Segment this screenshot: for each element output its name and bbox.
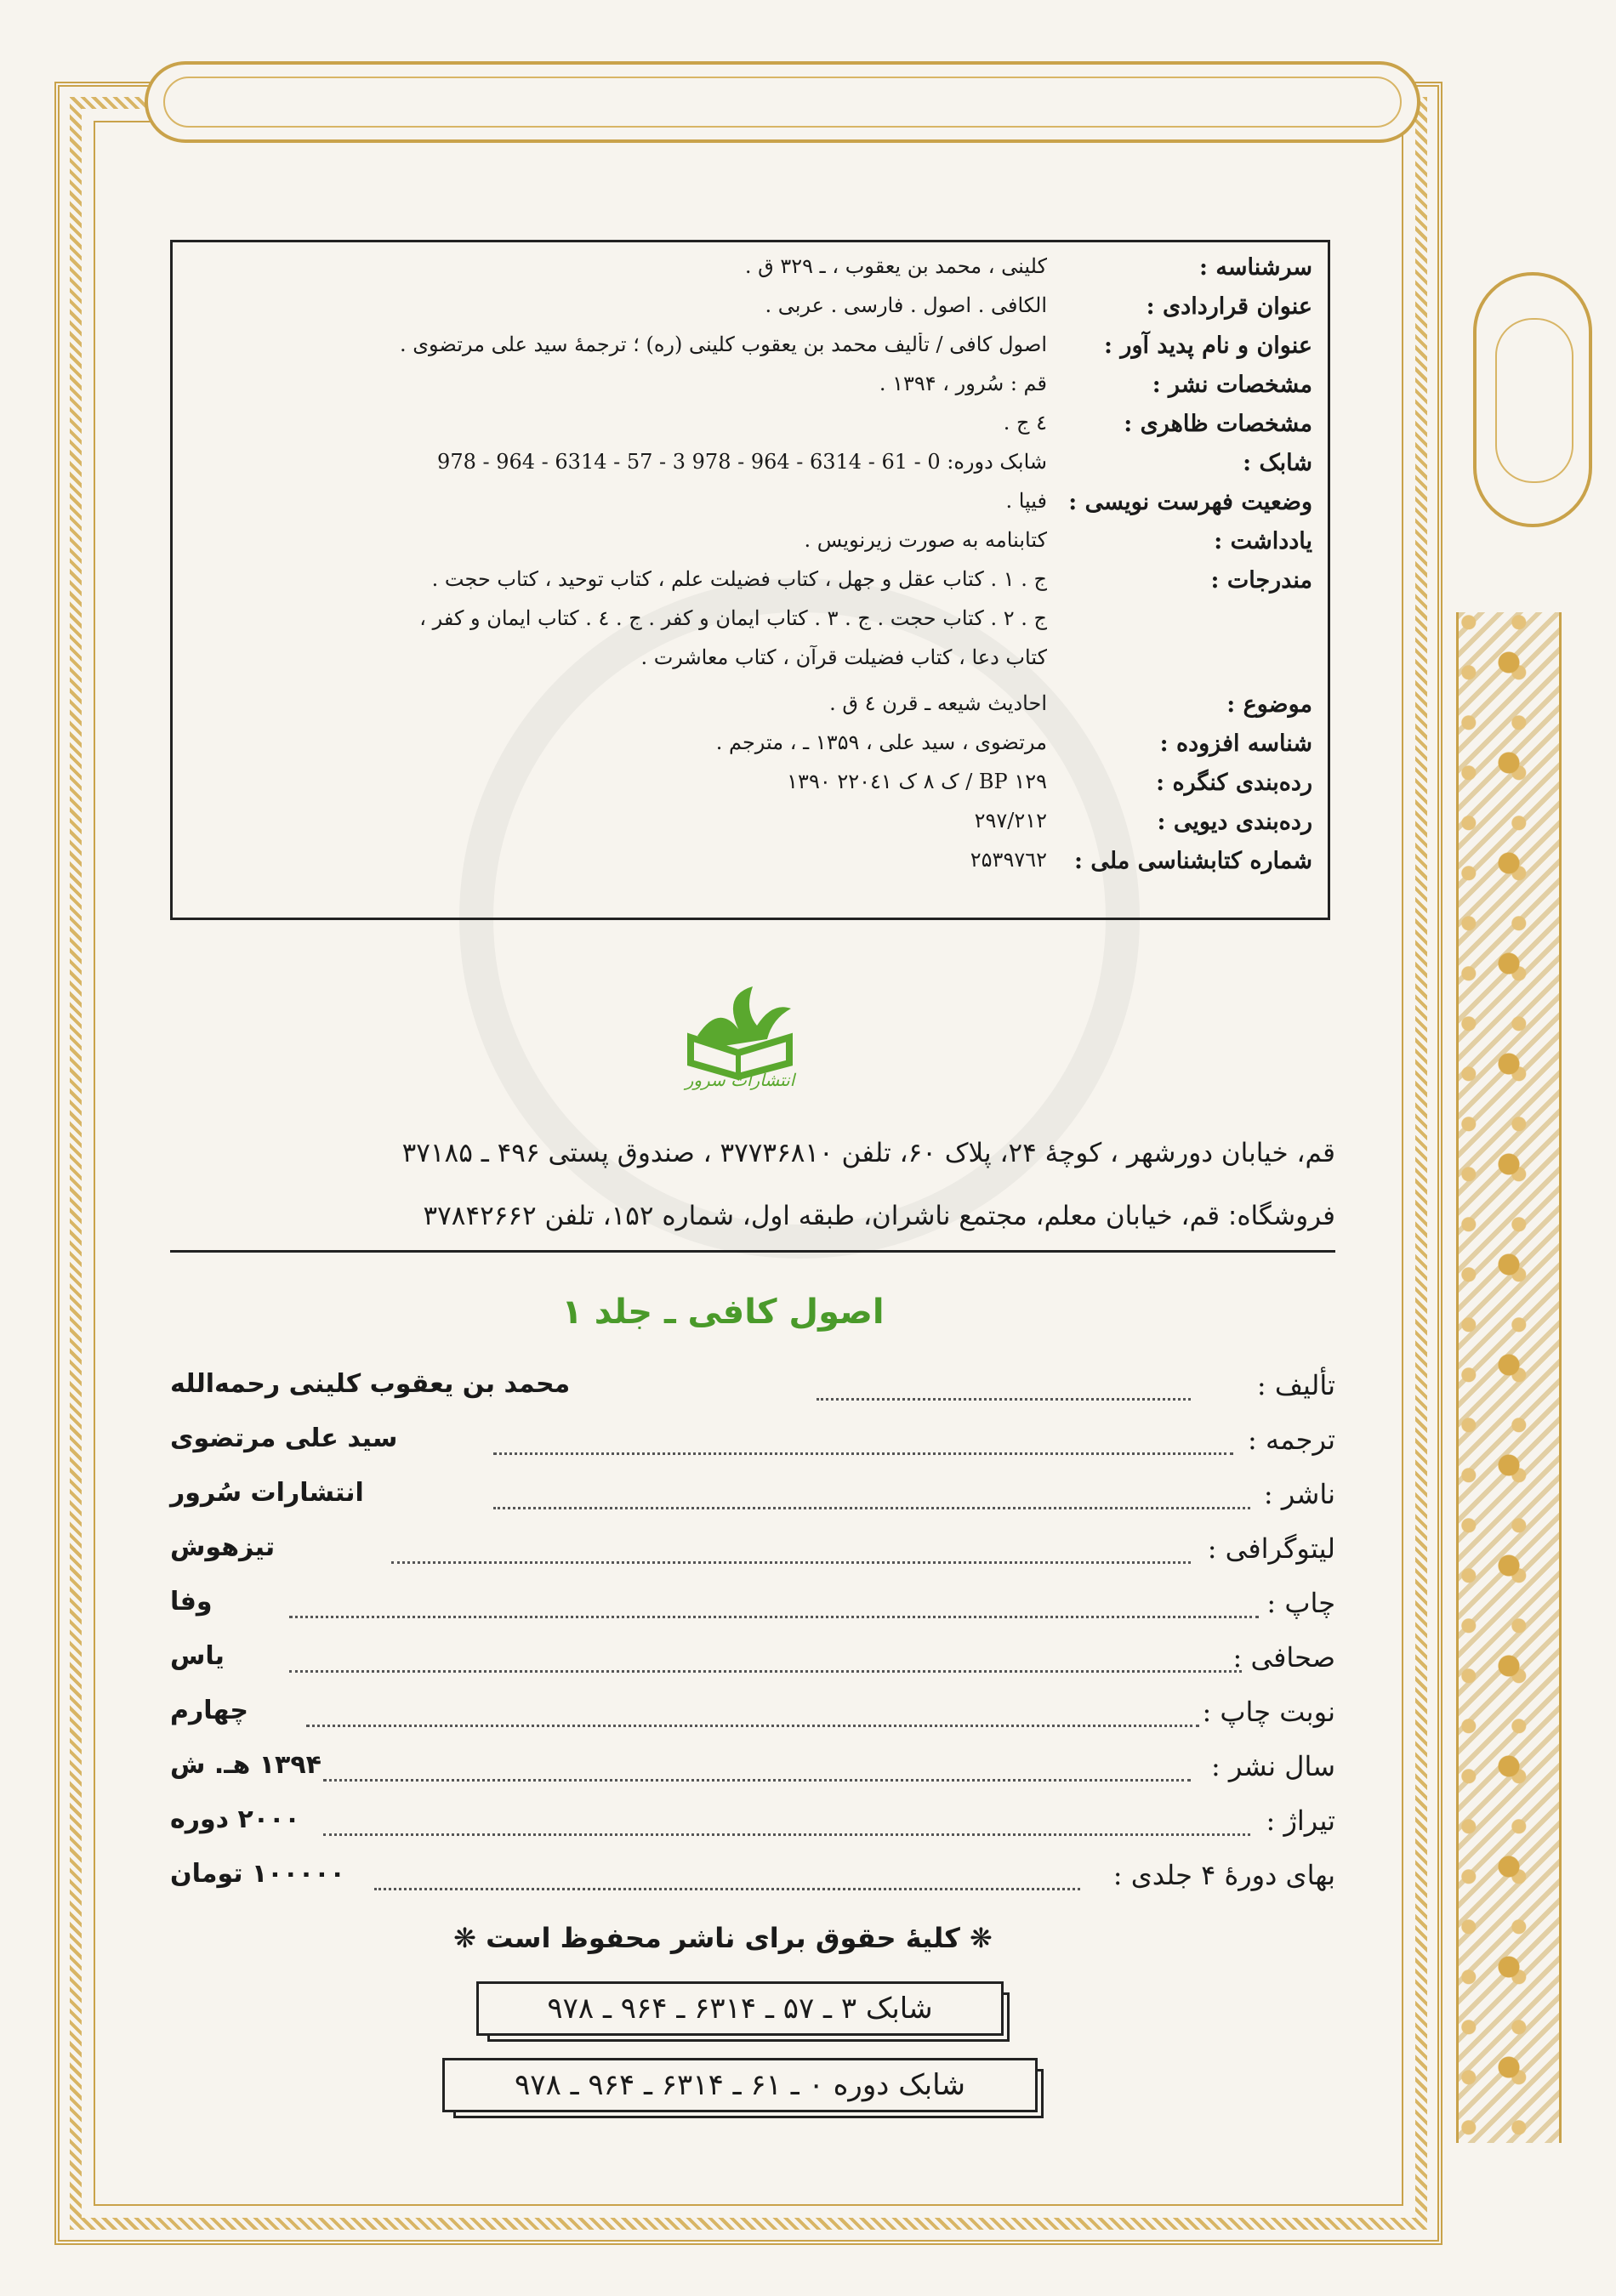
credit-row xyxy=(170,1478,1335,1524)
credit-label: ترجمه : xyxy=(1248,1424,1335,1456)
credit-row xyxy=(170,1750,1335,1796)
credit-value: ۲۰۰۰ دوره xyxy=(170,1804,300,1834)
leader-dots xyxy=(817,1398,1191,1401)
book-title: اصول کافی ـ جلد ۱ xyxy=(561,1293,885,1332)
credit-label: صحافی : xyxy=(1232,1641,1335,1674)
catalog-row xyxy=(173,567,1328,601)
catalog-value: اصول کافی / تألیف محمد بن یعقوب کلینی (ره) ؛ ترجمهٔ سید علی مرتضوی . xyxy=(399,332,1047,356)
catalog-value: BP ۱۲۹ / ک ۸ ک ۲۲۰٤۱ ۱۳۹۰ xyxy=(787,770,1047,793)
catalog-value: فیپا . xyxy=(1005,489,1047,513)
credit-value: سید علی مرتضوی xyxy=(170,1424,398,1453)
credit-row xyxy=(170,1369,1335,1415)
leader-dots xyxy=(323,1779,1191,1782)
credit-label: نوبت چاپ : xyxy=(1202,1696,1335,1728)
leader-dots xyxy=(306,1725,1199,1727)
credit-label: ناشر : xyxy=(1263,1478,1335,1510)
leader-dots xyxy=(289,1616,1259,1618)
catalog-row xyxy=(173,606,1328,640)
leader-dots xyxy=(493,1507,1250,1509)
catalog-row xyxy=(173,293,1328,327)
credit-label: لیتوگرافی : xyxy=(1207,1532,1335,1565)
credit-label: سال نشر : xyxy=(1210,1750,1335,1782)
credit-row xyxy=(170,1804,1335,1850)
catalog-label: شناسه افزوده : xyxy=(1159,730,1312,757)
catalog-row xyxy=(173,645,1328,679)
logo-text: انتشارات سرور xyxy=(685,1070,795,1090)
catalog-row xyxy=(173,450,1328,484)
catalog-label: رده‌بندی کنگره : xyxy=(1156,770,1312,796)
leader-dots xyxy=(493,1452,1233,1455)
catalog-value: الکافی . اصول . فارسی . عربی . xyxy=(765,293,1047,317)
credit-label: چاپ : xyxy=(1266,1587,1335,1619)
catalog-value: کلینی ، محمد بن یعقوب ، ـ ۳۲۹ ق . xyxy=(744,254,1047,278)
credit-row xyxy=(170,1641,1335,1687)
credit-label: بهای دورهٔ ۴ جلدی : xyxy=(1112,1859,1335,1891)
catalog-row xyxy=(173,848,1328,882)
credit-row xyxy=(170,1532,1335,1578)
credit-label: تیراژ : xyxy=(1266,1804,1335,1837)
catalog-row xyxy=(173,528,1328,562)
credit-value: ۱۳۹۴ هـ. ش xyxy=(170,1750,321,1780)
catalog-value: ۲۵۳۹۷٦۲ xyxy=(970,848,1047,872)
credit-row xyxy=(170,1424,1335,1469)
side-ornament-strip xyxy=(1456,612,1562,2143)
catalog-row xyxy=(173,332,1328,367)
catalog-label: مشخصات ظاهری : xyxy=(1124,411,1312,437)
catalog-value: 978 - 964 - 6314 - 57 - 3 978 - 964 - 6314 - 61 - 0 :شابک دوره xyxy=(437,450,1047,474)
credit-value: وفا xyxy=(170,1587,213,1617)
catalog-row xyxy=(173,730,1328,764)
catalog-value: ج . ۲ . کتاب حجت . ج . ۳ . کتاب ایمان و کفر . ج . ٤ . کتاب ایمان و کفر ، xyxy=(419,606,1047,630)
leader-dots xyxy=(289,1670,1242,1673)
credit-row xyxy=(170,1587,1335,1633)
catalog-label: موضوع : xyxy=(1226,691,1312,718)
cataloging-in-publication-box xyxy=(170,240,1330,920)
credit-value: یاس xyxy=(170,1641,225,1671)
catalog-row xyxy=(173,372,1328,406)
credit-value: انتشارات سُرور xyxy=(170,1478,364,1508)
catalog-row xyxy=(173,254,1328,288)
catalog-value: احادیث شیعه ـ قرن ٤ ق . xyxy=(829,691,1047,715)
catalog-row xyxy=(173,809,1328,843)
credit-value: محمد بن یعقوب کلینی رحمه‌الله xyxy=(170,1369,571,1399)
publisher-logo xyxy=(672,969,808,1097)
credit-value: ۱۰۰۰۰۰ تومان xyxy=(170,1859,345,1889)
catalog-row xyxy=(173,770,1328,804)
divider-line xyxy=(170,1250,1335,1253)
copyright-notice: ❋ کلیهٔ حقوق برای ناشر محفوظ است ❋ xyxy=(453,1922,993,1954)
catalog-label: شابک : xyxy=(1243,450,1312,476)
leader-dots xyxy=(323,1833,1250,1836)
isbn-box: شابک ۳ ـ ۵۷ ـ ۶۳۱۴ ـ ۹۶۴ ـ ۹۷۸ xyxy=(476,1981,1004,2036)
catalog-label: یادداشت : xyxy=(1214,528,1312,554)
catalog-label: سرشناسه : xyxy=(1199,254,1312,281)
credit-label: تألیف : xyxy=(1256,1369,1335,1401)
catalog-row xyxy=(173,411,1328,445)
leader-dots xyxy=(391,1561,1191,1564)
catalog-value: ج . ۱ . کتاب عقل و جهل ، کتاب فضیلت علم ، کتاب توحید ، کتاب حجت . xyxy=(431,567,1047,591)
catalog-value: ٤ ج . xyxy=(1003,411,1047,435)
credit-row xyxy=(170,1859,1335,1905)
catalog-row xyxy=(173,489,1328,523)
catalog-label: مندرجات : xyxy=(1210,567,1312,594)
credit-value: چهارم xyxy=(170,1696,248,1725)
leader-dots xyxy=(374,1888,1080,1890)
catalog-value: مرتضوی ، سید علی ، ۱۳۵۹ ـ ، مترجم . xyxy=(715,730,1047,754)
catalog-value: ۲۹۷/۲۱۲ xyxy=(974,809,1047,833)
publisher-address: قم، خیابان دورشهر ، کوچهٔ ۲۴، پلاک ۶۰، تلفن ۳۷۷۳۶۸۱۰ ، صندوق پستی ۴۹۶ ـ ۳۷۱۸۵ xyxy=(401,1138,1335,1168)
catalog-label: رده‌بندی دیویی : xyxy=(1157,809,1312,835)
catalog-value: کتاب دعا ، کتاب فضیلت قرآن ، کتاب معاشرت . xyxy=(640,645,1047,669)
isbn-set-box: شابک دوره ۰ ـ ۶۱ ـ ۶۳۱۴ ـ ۹۶۴ ـ ۹۷۸ xyxy=(442,2058,1038,2112)
catalog-label: عنوان قراردادی : xyxy=(1146,293,1312,320)
catalog-label: مشخصات نشر : xyxy=(1152,372,1312,398)
catalog-label: وضعیت فهرست نویسی : xyxy=(1068,489,1312,515)
catalog-value: کتابنامه به صورت زیرنویس . xyxy=(804,528,1047,552)
store-address: فروشگاه: قم، خیابان معلم، مجتمع ناشران، طبقه اول، شماره ۱۵۲، تلفن ۳۷۸۴۲۶۶۲ xyxy=(423,1201,1335,1231)
credit-value: تیزهوش xyxy=(170,1532,276,1562)
credit-row xyxy=(170,1696,1335,1742)
top-cartouche xyxy=(145,61,1420,143)
catalog-value: قم : سُرور ، ۱۳۹۴ . xyxy=(879,372,1047,395)
catalog-label: شماره کتابشناسی ملی : xyxy=(1073,848,1312,874)
catalog-row xyxy=(173,691,1328,725)
catalog-label: عنوان و نام پدید آور : xyxy=(1104,332,1312,359)
side-medallion xyxy=(1473,272,1592,527)
